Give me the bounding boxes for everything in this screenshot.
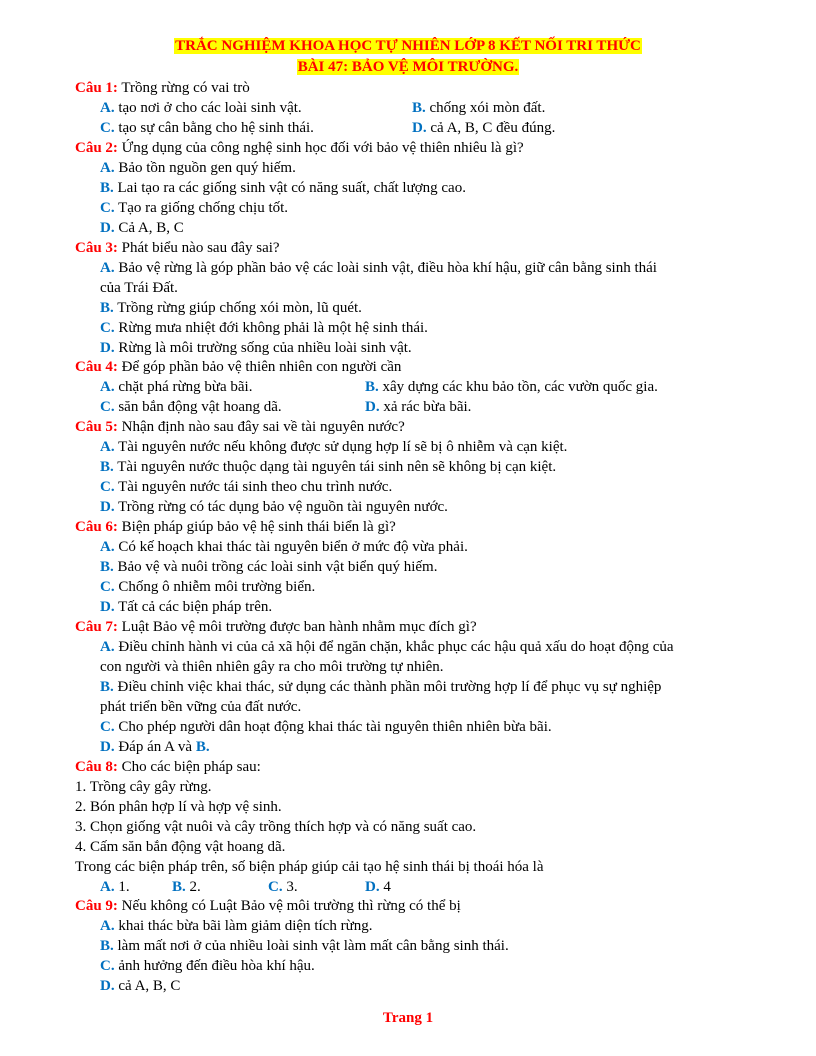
option-text: Tài nguyên nước tái sinh theo chu trình nước.: [114, 479, 393, 495]
question-9: [75, 896, 461, 916]
option-text: Bảo vệ và nuôi trồng các loài sinh vật biển quý hiếm.: [113, 559, 438, 575]
lesson-title: [0, 58, 816, 77]
option-text: Bảo tồn nguồn gen quý hiếm.: [114, 160, 296, 176]
option-text: Chống ô nhiễm môi trường biển.: [114, 579, 316, 595]
option-text: 3.: [282, 879, 298, 895]
q6-option-b: [100, 557, 437, 577]
option-text: Bảo vệ rừng là góp phần bảo vệ các loài sinh vật, điều hòa khí hậu, giữ cân bằng sinh thái: [114, 260, 657, 276]
option-text: Cho phép người dân hoạt động khai thác tài nguyên thiên nhiên bừa bãi.: [114, 719, 552, 735]
q4-option-d: [365, 397, 471, 417]
question-label: Câu 5:: [75, 419, 118, 435]
q9-option-a: [100, 916, 372, 936]
q8-option-d: [365, 877, 391, 897]
option-letter: D.: [100, 220, 115, 236]
q3-option-c: [100, 318, 428, 338]
option-letter: B.: [412, 100, 426, 116]
option-letter: D.: [100, 599, 115, 615]
question-2: [75, 138, 524, 158]
option-letter: A.: [100, 260, 115, 276]
question-label: Câu 3:: [75, 240, 118, 256]
question-text: Nhận định nào sau đây sai về tài nguyên nước?: [117, 419, 405, 435]
option-text: Có kế hoạch khai thác tài nguyên biển ở mức độ vừa phải.: [114, 539, 468, 555]
option-letter: C.: [100, 579, 115, 595]
q6-option-d: [100, 597, 272, 617]
option-text: làm mất nơi ở của nhiều loài sinh vật làm mất cân bằng sinh thái.: [113, 938, 509, 954]
option-text: ảnh hưởng đến điều hòa khí hậu.: [114, 958, 315, 974]
question-label: Câu 2:: [75, 140, 118, 156]
question-4: [75, 357, 401, 377]
q2-option-d: [100, 218, 184, 238]
q7-option-b: [100, 677, 661, 697]
option-text: khai thác bừa bãi làm giảm diện tích rừng.: [114, 918, 373, 934]
option-letter: A.: [100, 439, 115, 455]
q2-option-b: [100, 178, 466, 198]
option-text: cả A, B, C: [114, 978, 181, 994]
q8-item-2: 2. Bón phân hợp lí và hợp vệ sinh.: [75, 799, 282, 815]
option-text: Tài nguyên nước thuộc dạng tài nguyên tái sinh nên sẽ không bị cạn kiệt.: [113, 459, 557, 475]
q9-option-b: [100, 936, 509, 956]
q4-option-c: [100, 397, 282, 417]
question-text: Biện pháp giúp bảo vệ hệ sinh thái biển là gì?: [117, 519, 396, 535]
q3-option-b: [100, 298, 362, 318]
option-letter: C.: [100, 958, 115, 974]
question-label: Câu 6:: [75, 519, 118, 535]
question-8: [75, 757, 261, 777]
option-letter: D.: [100, 499, 115, 515]
q7-option-b-continued: [100, 697, 301, 717]
option-text: Tài nguyên nước nếu không được sử dụng hợp lí sẽ bị ô nhiễm và cạn kiệt.: [114, 439, 568, 455]
option-text: chặt phá rừng bừa bãi.: [114, 379, 253, 395]
q6-option-c: [100, 577, 315, 597]
q9-option-c: [100, 956, 315, 976]
option-letter: B.: [100, 459, 114, 475]
option-letter: C.: [268, 879, 283, 895]
option-text: tạo nơi ở cho các loài sinh vật.: [114, 100, 302, 116]
q5-option-c: [100, 477, 392, 497]
option-text: Điều chỉnh hành vi của cả xã hội để ngăn chặn, khắc phục các hậu quả xấu do hoạt động của: [114, 639, 674, 655]
question-5: [75, 417, 405, 437]
option-text: xây dựng các khu bảo tồn, các vườn quốc gia.: [378, 379, 658, 395]
q6-option-a: [100, 537, 468, 557]
option-letter: C.: [100, 719, 115, 735]
option-letter: A.: [100, 379, 115, 395]
option-letter: A.: [100, 639, 115, 655]
option-text: Trồng rừng giúp chống xói mòn, lũ quét.: [113, 300, 362, 316]
option-letter: B.: [100, 679, 114, 695]
option-text: Điều chỉnh việc khai thác, sử dụng các thành phần môi trường hợp lí để phục vụ sự nghiệp: [113, 679, 662, 695]
option-letter: D.: [100, 978, 115, 994]
question-3: [75, 238, 280, 258]
option-text: Rừng là môi trường sống của nhiều loài sinh vật.: [114, 340, 412, 356]
option-letter: C.: [100, 200, 115, 216]
question-label: Câu 4:: [75, 359, 118, 375]
option-letter: A.: [100, 918, 115, 934]
option-letter: C.: [100, 479, 115, 495]
q4-option-a: [100, 377, 252, 397]
q1-option-d: [412, 118, 555, 138]
q5-option-d: [100, 497, 448, 517]
option-letter: D.: [365, 399, 380, 415]
option-reference: B.: [195, 739, 210, 755]
option-text: cả A, B, C đều đúng.: [426, 120, 556, 136]
q8-item-1: 1. Trồng cây gây rừng.: [75, 779, 212, 795]
option-text: săn bắn động vật hoang dã.: [114, 399, 282, 415]
page-number: Trang 1: [382, 1010, 434, 1026]
question-text: Cho các biện pháp sau:: [117, 759, 261, 775]
question-1: [75, 78, 250, 98]
question-text: Ứng dụng của công nghệ sinh học đối với bảo vệ thiên nhiêu là gì?: [117, 140, 524, 156]
question-text: Luật Bảo vệ môi trường được ban hành nhằm mục đích gì?: [117, 619, 477, 635]
q7-option-a-continued: [100, 657, 444, 677]
q9-option-d: [100, 976, 180, 996]
lesson-title-text: BÀI 47: BẢO VỆ MÔI TRƯỜNG.: [297, 59, 519, 75]
q3-option-a-continued: [100, 278, 178, 298]
option-text: 2.: [185, 879, 201, 895]
question-text: Trồng rừng có vai trò: [117, 80, 250, 96]
q8-item-3: 3. Chọn giống vật nuôi và cây trồng thích hợp và có năng suất cao.: [75, 819, 477, 835]
question-text: Phát biểu nào sau đây sai?: [117, 240, 280, 256]
q7-option-a: [100, 637, 674, 657]
question-label: Câu 8:: [75, 759, 118, 775]
question-6: [75, 517, 396, 537]
option-text: Lai tạo ra các giống sinh vật có năng suất, chất lượng cao.: [113, 180, 466, 196]
option-text: Rừng mưa nhiệt đới không phải là một hệ sinh thái.: [114, 320, 428, 336]
q5-option-a: [100, 437, 567, 457]
question-7: [75, 617, 477, 637]
option-letter: B.: [100, 938, 114, 954]
q3-option-a: [100, 258, 657, 278]
q8-option-c: [268, 877, 298, 897]
option-text: phát triển bền vững của đất nước.: [100, 699, 302, 715]
q1-option-b: [412, 98, 545, 118]
option-text: Tạo ra giống chống chịu tốt.: [114, 200, 289, 216]
option-text: Đáp án A và: [114, 739, 196, 755]
q4-option-b: [365, 377, 658, 397]
q8-option-a: [100, 877, 130, 897]
option-letter: D.: [100, 739, 115, 755]
option-letter: B.: [172, 879, 186, 895]
option-letter: C.: [100, 320, 115, 336]
q1-option-c: [100, 118, 314, 138]
option-letter: B.: [100, 300, 114, 316]
option-letter: C.: [100, 399, 115, 415]
question-label: Câu 9:: [75, 898, 118, 914]
option-text: chống xói mòn đất.: [425, 100, 546, 116]
option-letter: A.: [100, 539, 115, 555]
option-text: xả rác bừa bãi.: [379, 399, 472, 415]
option-letter: D.: [100, 340, 115, 356]
q5-option-b: [100, 457, 556, 477]
option-text: tạo sự cân bằng cho hệ sinh thái.: [114, 120, 314, 136]
option-letter: A.: [100, 100, 115, 116]
q2-option-a: [100, 158, 296, 178]
document-title-text: TRẮC NGHIỆM KHOA HỌC TỰ NHIÊN LỚP 8 KẾT NỐI TRI THỨC: [175, 38, 641, 54]
question-label: Câu 7:: [75, 619, 118, 635]
q2-option-c: [100, 198, 288, 218]
option-text: con người và thiên nhiên gây ra cho môi trường tự nhiên.: [100, 659, 444, 675]
option-letter: A.: [100, 879, 115, 895]
option-letter: C.: [100, 120, 115, 136]
question-text: Nếu không có Luật Bảo vệ môi trường thì rừng có thể bị: [117, 898, 461, 914]
q3-option-d: [100, 338, 412, 358]
option-text: 1.: [114, 879, 130, 895]
q8-option-b: [172, 877, 201, 897]
option-text: Tất cả các biện pháp trên.: [114, 599, 273, 615]
option-text: Cả A, B, C: [114, 220, 184, 236]
option-text: của Trái Đất.: [100, 280, 178, 296]
q7-option-c: [100, 717, 552, 737]
q1-option-a: [100, 98, 302, 118]
document-title: [0, 37, 816, 56]
q7-option-d: [100, 737, 210, 757]
q8-item-4: 4. Cấm săn bắn động vật hoang dã.: [75, 839, 286, 855]
q8-question: Trong các biện pháp trên, số biện pháp giúp cải tạo hệ sinh thái bị thoái hóa là: [75, 859, 544, 875]
option-text: Trồng rừng có tác dụng bảo vệ nguồn tài nguyên nước.: [114, 499, 448, 515]
option-letter: A.: [100, 160, 115, 176]
option-letter: B.: [365, 379, 379, 395]
option-text: 4: [379, 879, 391, 895]
option-letter: D.: [412, 120, 427, 136]
question-label: Câu 1:: [75, 80, 118, 96]
question-text: Để góp phần bảo vệ thiên nhiên con người cần: [117, 359, 402, 375]
option-letter: D.: [365, 879, 380, 895]
option-letter: B.: [100, 180, 114, 196]
option-letter: B.: [100, 559, 114, 575]
